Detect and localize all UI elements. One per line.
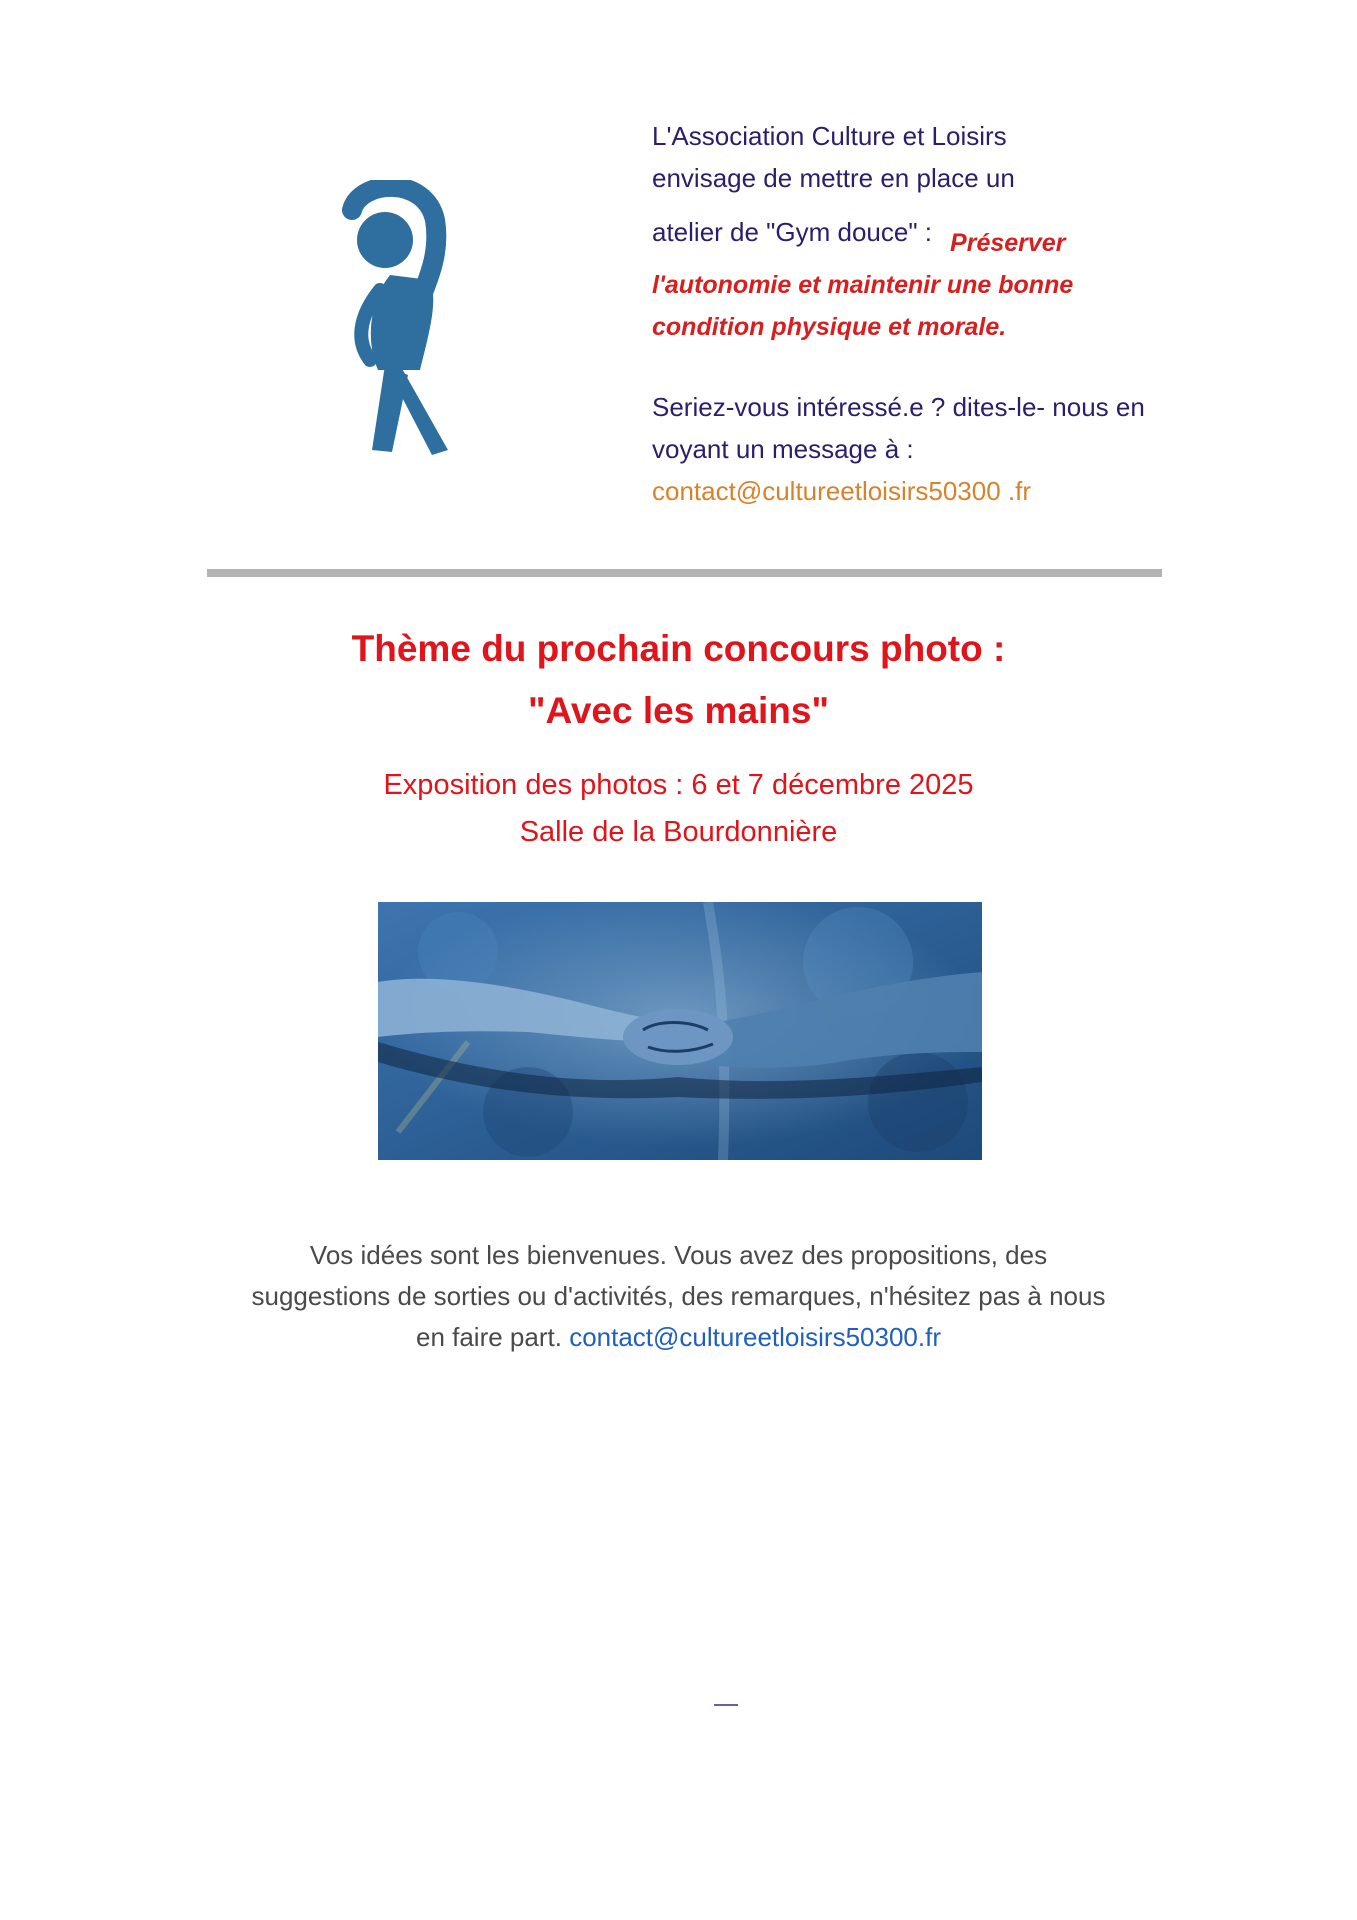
stretching-person-icon xyxy=(330,180,500,460)
gym-line-3 xyxy=(652,211,1212,257)
decorative-dash xyxy=(714,1704,738,1706)
ideas-line-2: suggestions de sorties ou d'activités, des remarques, n'hésitez pas à nous xyxy=(251,1281,1106,1311)
section-divider xyxy=(207,569,1162,577)
ideas-line-3 xyxy=(200,1317,1157,1358)
hands-holding-photo xyxy=(378,902,982,1160)
exhibition-venue: Salle de la Bourdonnière xyxy=(519,816,838,848)
contest-title-line-2: "Avec les mains" xyxy=(527,690,830,731)
ideas-paragraph xyxy=(200,1235,1157,1358)
ideas-line-1: Vos idées sont les bienvenues. Vous avez des propositions, des xyxy=(309,1240,1048,1270)
ideas-line-3-prefix: en faire part. xyxy=(415,1322,562,1352)
gym-workshop-label: atelier de "Gym douce" : xyxy=(652,217,933,247)
contest-title xyxy=(0,618,1357,742)
gym-goal-line-1: l'autonomie et maintenir une bonne xyxy=(652,271,1074,299)
gym-question-line-1: Seriez-vous intéressé.e ? dites-le- nous en xyxy=(652,392,1145,422)
contest-title-line-1: Thème du prochain concours photo : xyxy=(351,628,1006,669)
gym-question-line-2: voyant un message à : xyxy=(652,434,914,464)
gym-goal-line-2: condition physique et morale. xyxy=(652,313,1007,341)
gym-contact-email[interactable]: contact@cultureetloisirs50300 .fr xyxy=(652,476,1032,506)
contact-email-link[interactable]: contact@cultureetloisirs50300.fr xyxy=(569,1322,941,1352)
exhibition-dates: Exposition des photos : 6 et 7 décembre 2025 xyxy=(383,769,974,801)
preserver-text: Préserver xyxy=(950,229,1066,257)
gym-douce-announcement xyxy=(652,115,1212,512)
exhibition-info xyxy=(0,762,1357,856)
gym-line-2: envisage de mettre en place un xyxy=(652,163,1015,193)
gym-line-1: L'Association Culture et Loisirs xyxy=(652,121,1007,151)
